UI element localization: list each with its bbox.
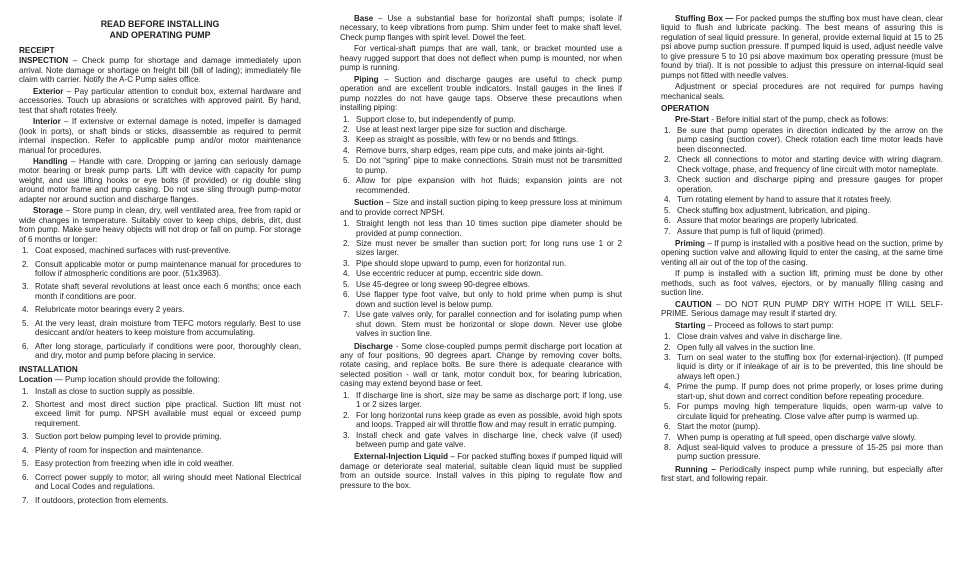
list-text: At the very least, drain moisture from TEFC motors regularly. Best to use desiccant and/or heaters to keep moisture from accumulating. bbox=[35, 318, 301, 338]
section-heading-installation: INSTALLATION bbox=[19, 364, 78, 374]
list-item bbox=[340, 280, 622, 289]
list-text: Straight length not less than 10 times suction pipe diameter should be provided at pump connection. bbox=[356, 219, 622, 238]
list-text: Turn rotating element by hand to assure that it rotates freely. bbox=[677, 195, 892, 205]
list-text: Consult applicable motor or pump maintenance manual for procedures to follow if atmospheric conditions are poor. (51x3963). bbox=[35, 259, 301, 278]
suction-paragraph bbox=[340, 198, 622, 217]
list-number: 5. bbox=[22, 318, 29, 328]
discharge-heading: Discharge bbox=[354, 341, 393, 351]
storage-text: – Store pump in clean, dry, well ventilated area, free from rapid or wide changes in temperature. Suitably cover to keep chips, debris, dirt, dust from pump. Make sure heavy objects will not drop or fall on pump. For storage of 6 months or longer: bbox=[19, 206, 301, 244]
list-number: 8. bbox=[664, 443, 671, 453]
list-text: Assure that pump is full of liquid (primed). bbox=[677, 226, 826, 236]
list-number: 1. bbox=[343, 114, 350, 124]
inspection-heading: INSPECTION bbox=[19, 56, 69, 66]
column-base-piping bbox=[340, 14, 622, 492]
list-number: 6. bbox=[664, 422, 671, 432]
exterior-heading: Exterior bbox=[33, 86, 64, 96]
list-text: Check suction and discharge piping and pressure gauges for proper operation. bbox=[677, 175, 943, 194]
base-paragraph-2: For vertical-shaft pumps that are wall, tank, or bracket mounted use a heavy rugged support that does not deflect when pump is mounted, nor when pump is running. bbox=[340, 44, 622, 73]
list-item bbox=[19, 282, 301, 301]
list-number: 2. bbox=[343, 410, 350, 420]
list-text: If discharge line is short, size may be same as discharge port; if long, use 1 or 2 sizes larger. bbox=[356, 390, 622, 410]
stuffing-box-paragraph bbox=[661, 14, 943, 80]
running-paragraph bbox=[661, 465, 943, 484]
list-item bbox=[340, 391, 622, 410]
list-text: Use eccentric reducer at pump, eccentric side down. bbox=[356, 269, 543, 279]
list-item bbox=[661, 422, 943, 431]
list-item bbox=[661, 382, 943, 401]
list-number: 3. bbox=[664, 175, 671, 185]
list-text: Pipe should slope upward to pump, even for horizontal run. bbox=[356, 258, 567, 268]
starting-heading: Starting bbox=[675, 320, 706, 330]
list-number: 3. bbox=[22, 432, 29, 442]
list-number: 6. bbox=[22, 472, 29, 482]
list-number: 2. bbox=[22, 259, 29, 269]
list-text: Close drain valves and valve in discharge line. bbox=[677, 332, 843, 342]
list-item bbox=[19, 387, 301, 396]
list-text: Assure that motor bearings are properly lubricated. bbox=[677, 216, 859, 226]
list-text: Size must never be smaller than suction port; for long runs use 1 or 2 sizes larger. bbox=[356, 238, 622, 258]
list-text: Do not “spring” pipe to make connections. Strain must not be transmitted to pump. bbox=[356, 156, 622, 175]
interior-text: – If extensive or external damage is noted, impeller is damaged (look in ports), or shaft binds or sticks, disassemble as required to permit internal inspection. Refer to applicable pump and/or motor maintenance manual for procedures. bbox=[19, 117, 301, 155]
piping-text: – Suction and discharge gauges are useful to check pump operation and are excellent trouble indicators. Install gauges in the lines if pump nozzles do not have gauge taps. Observe these precautions when installing piping: bbox=[340, 74, 622, 113]
handling-text: – Handle with care. Dropping or jarring can seriously damage motor bearing or break pump parts. Lift with device with capacity for pump weight, and use lifting hooks or eye bolts (if provided) or rig double sling around motor frame and pump casing. Do not use sling through pump-motor adapter nor around suction and discharge flanges. bbox=[19, 156, 301, 204]
list-number: 3. bbox=[22, 282, 29, 292]
list-item bbox=[340, 259, 622, 268]
list-text: When pump is operating at full speed, open discharge valve slowly. bbox=[677, 432, 917, 442]
list-number: 3. bbox=[343, 135, 350, 145]
list-item bbox=[661, 443, 943, 462]
list-text: Adjust seal-liquid valves to produce a pressure of 15-25 psi more than pump suction pressure. bbox=[677, 443, 943, 462]
list-text: Use gate valves only, for parallel connection and for isolating pump when shut down. Stem must be horizontal or slope down. Never use globe valves in suction line. bbox=[356, 310, 622, 339]
list-text: Coat exposed, machined surfaces with rust-preventive. bbox=[35, 246, 231, 256]
column-stuffing-operation bbox=[661, 14, 943, 486]
list-item bbox=[340, 146, 622, 155]
stuffing-box-text: For packed pumps the stuffing box must have clean, clear liquid to flush and lubricate packing. The best means of assuring this is regulation of seal liquid pressure. In general, provide external liquid at 15 to 25 psi above pump suction pressure. If pumped liquid is used, adjust needle valve to give pressure 5 to 10 psi above maximum box operating pressure (must be found by trial). It is not possible to adjust this pressure on internal-liquid seal pumps not fitted with needle valves. bbox=[661, 14, 943, 80]
list-item bbox=[661, 332, 943, 341]
list-number: 7. bbox=[664, 226, 671, 236]
list-text: Start the motor (pump). bbox=[677, 422, 761, 432]
list-text: Shortest and most direct suction pipe practical. Suction lift must not exceed limit for pump. NPSH available must equal or exceed pump requirement. bbox=[35, 399, 301, 428]
list-item bbox=[19, 246, 301, 255]
list-item bbox=[661, 175, 943, 194]
list-number: 4. bbox=[664, 195, 671, 205]
column-receipt-installation bbox=[19, 19, 301, 509]
list-text: Plenty of room for inspection and maintenance. bbox=[35, 445, 204, 455]
prestart-list bbox=[661, 126, 943, 236]
list-text: Check stuffing box adjustment, lubrication, and piping. bbox=[677, 205, 870, 215]
list-number: 3. bbox=[664, 352, 671, 362]
piping-list bbox=[340, 115, 622, 196]
list-text: Prime the pump. If pump does not prime properly, or loses prime during start-up, shut down and correct condition before repeating procedure. bbox=[677, 382, 943, 401]
list-text: For pumps moving high temperature liquids, open warm-up valve to circulate liquid for preheating. Close valve after pump is warmed up. bbox=[677, 402, 943, 421]
list-item bbox=[340, 290, 622, 309]
list-number: 1. bbox=[343, 390, 350, 400]
exterior-text: – Pay particular attention to conduit box, external hardware and accessories. Touch up abrasions or scratches with approved paint. By hand, test that shaft rotates freely. bbox=[19, 86, 301, 115]
list-text: For long horizontal runs keep grade as even as possible, avoid high spots and loops. Trapped air will throttle flow and may result in erratic pumping. bbox=[356, 410, 622, 430]
list-number: 1. bbox=[664, 125, 671, 135]
prestart-text: - Before initial start of the pump, check as follows: bbox=[709, 114, 889, 124]
list-number: 1. bbox=[22, 246, 29, 256]
list-item bbox=[661, 195, 943, 204]
list-number: 6. bbox=[343, 176, 350, 186]
list-number: 4. bbox=[664, 382, 671, 392]
caution-paragraph bbox=[661, 300, 943, 319]
caution-text: – DO NOT RUN PUMP DRY WITH HOPE IT WILL SELF-PRIME. Serious damage may result if started dry. bbox=[661, 299, 943, 319]
priming-text: – If pump is installed with a positive head on the suction, prime by opening suction valve and allowing liquid to enter the casing, at the same time venting all air out of the top of the casing. bbox=[661, 238, 943, 267]
list-number: 4. bbox=[343, 269, 350, 279]
list-item bbox=[340, 135, 622, 144]
list-item bbox=[340, 219, 622, 238]
list-number: 6. bbox=[343, 290, 350, 300]
list-text: Suction port below pumping level to provide priming. bbox=[35, 432, 222, 442]
list-text: Easy protection from freezing when idle in cold weather. bbox=[35, 459, 235, 469]
list-number: 2. bbox=[343, 238, 350, 248]
list-text: Open fully all valves in the suction line. bbox=[677, 342, 816, 352]
list-number: 4. bbox=[343, 145, 350, 155]
list-item bbox=[340, 156, 622, 175]
starting-list bbox=[661, 332, 943, 462]
suction-text: – Size and install suction piping to keep pressure loss at minimum and to provide correct NPSH. bbox=[340, 198, 622, 217]
piping-paragraph bbox=[340, 75, 622, 113]
list-number: 3. bbox=[343, 430, 350, 440]
list-number: 1. bbox=[664, 332, 671, 342]
list-item bbox=[340, 269, 622, 278]
priming-paragraph-2: If pump is installed with a suction lift, priming must be done by other methods, such as foot valves, ejectors, or by manually filling casing and suction line. bbox=[661, 269, 943, 298]
list-number: 4. bbox=[22, 305, 29, 315]
suction-heading: Suction bbox=[354, 198, 384, 208]
adjustment-paragraph: Adjustment or special procedures are not required for pumps having mechanical seals. bbox=[661, 82, 943, 101]
list-item bbox=[661, 433, 943, 442]
page-title: READ BEFORE INSTALLING AND OPERATING PUMP bbox=[100, 19, 220, 40]
list-text: Use flapper type foot valve, but only to hold prime when pump is shut down and suction level is below pump. bbox=[356, 290, 622, 309]
starting-text: – Proceed as follows to start pump: bbox=[705, 320, 834, 330]
list-item bbox=[340, 125, 622, 134]
list-text: Keep as straight as possible, with few or no bends and fittings. bbox=[356, 135, 579, 145]
location-list bbox=[19, 387, 301, 506]
storage-list bbox=[19, 246, 301, 361]
stuffing-box-heading: Stuffing Box — bbox=[675, 14, 734, 23]
list-item bbox=[340, 176, 622, 195]
list-item bbox=[340, 431, 622, 450]
running-heading: Running – bbox=[675, 464, 716, 474]
base-paragraph bbox=[340, 14, 622, 42]
list-number: 5. bbox=[343, 156, 350, 166]
list-number: 1. bbox=[22, 386, 29, 396]
list-item bbox=[661, 126, 943, 154]
list-item bbox=[340, 239, 622, 258]
exterior-paragraph bbox=[19, 87, 301, 115]
list-text: Turn on seal water to the stuffing box (for external-injection). (If pumped liquid is dirty or if inleakage of air is to be prevented, this line should be always left open.) bbox=[677, 352, 943, 381]
list-text: Install check and gate valves in discharge line, check valve (if used) between pump and gate valve. bbox=[356, 430, 622, 450]
section-heading-receipt: RECEIPT bbox=[19, 46, 55, 55]
list-number: 4. bbox=[22, 445, 29, 455]
location-text: — Pump location should provide the following: bbox=[52, 375, 220, 385]
list-item bbox=[19, 319, 301, 338]
list-text: Allow for pipe expansion with hot fluids; expansion joints are not recommended. bbox=[356, 176, 622, 195]
list-text: Relubricate motor bearings every 2 years. bbox=[35, 305, 185, 315]
list-item bbox=[19, 400, 301, 428]
list-item bbox=[661, 206, 943, 215]
list-number: 1. bbox=[343, 219, 350, 229]
caution-heading: CAUTION bbox=[675, 299, 712, 309]
storage-heading: Storage bbox=[33, 206, 63, 216]
handling-paragraph bbox=[19, 157, 301, 204]
list-item bbox=[661, 402, 943, 421]
list-number: 6. bbox=[664, 216, 671, 226]
list-item bbox=[19, 342, 301, 361]
list-item bbox=[19, 305, 301, 314]
section-heading-operation: OPERATION bbox=[661, 104, 710, 114]
list-item bbox=[19, 260, 301, 279]
list-text: Check all connections to motor and starting device with wiring diagram. Check voltage, phase, and frequency of line circuit with motor nameplate. bbox=[677, 155, 943, 174]
list-text: Support close to, but independently of pump. bbox=[356, 114, 516, 124]
interior-heading: Interior bbox=[33, 117, 61, 127]
priming-paragraph bbox=[661, 239, 943, 267]
handling-heading: Handling bbox=[33, 156, 68, 166]
list-number: 5. bbox=[22, 459, 29, 469]
list-item bbox=[340, 411, 622, 430]
inspection-paragraph bbox=[19, 56, 301, 84]
priming-heading: Priming bbox=[675, 238, 705, 248]
list-item bbox=[340, 310, 622, 338]
list-number: 7. bbox=[664, 432, 671, 442]
inspection-text: – Check pump for shortage and damage immediately upon arrival. Note damage or shortage on freight bill (bill of lading); immediately file claim with carrier. Notify the A-C Pump sales office. bbox=[19, 56, 301, 85]
piping-heading: Piping bbox=[354, 74, 379, 84]
list-number: 3. bbox=[343, 258, 350, 268]
list-text: Install as close to suction supply as possible. bbox=[35, 386, 195, 396]
external-injection-text: – For packed stuffing boxes if pumped liquid will damage or deteriorate seal material, suitable clean liquid must be supplied from an outside source. Install valves in this piping to regulate flow and pressure to the box. bbox=[340, 452, 623, 490]
list-text: Remove burrs, sharp edges, ream pipe cuts, and make joints air-tight. bbox=[356, 145, 605, 155]
list-number: 5. bbox=[664, 402, 671, 412]
base-text: – Use a substantial base for horizontal shaft pumps; isolate if necessary, to keep vibrations from pump. Shim under feet to make shaft level. Check pump flanges with spirit level. Dowel the feet. bbox=[340, 14, 622, 42]
list-item bbox=[19, 459, 301, 468]
list-item bbox=[340, 115, 622, 124]
list-text: Correct power supply to motor; all wiring should meet National Electrical and Local Codes and regulations. bbox=[35, 472, 301, 492]
base-heading: Base bbox=[354, 14, 374, 23]
discharge-text: - Some close-coupled pumps permit discharge port location at any of four positions, 90 degrees apart. Change by removing cover bolts, rotate casing, and replace bolts. Be sure there is adequate clearance with selected position - wall or tank, motor conduit box, for bearing lubrication, casing may extend beyond base or feet. bbox=[340, 341, 622, 389]
list-text: If outdoors, protection from elements. bbox=[35, 495, 169, 505]
location-heading: Location bbox=[19, 375, 53, 385]
list-number: 2. bbox=[22, 399, 29, 409]
list-number: 5. bbox=[343, 279, 350, 289]
external-injection-paragraph bbox=[340, 452, 622, 490]
prestart-heading: Pre-Start bbox=[675, 114, 709, 124]
list-number: 7. bbox=[22, 495, 29, 505]
prestart-paragraph bbox=[661, 115, 943, 124]
list-item bbox=[661, 155, 943, 174]
discharge-list bbox=[340, 391, 622, 450]
list-item bbox=[661, 353, 943, 381]
list-text: Rotate shaft several revolutions at least once each 6 months; once each month if conditions are poor. bbox=[35, 282, 301, 301]
starting-paragraph bbox=[661, 321, 943, 330]
list-item bbox=[19, 496, 301, 505]
list-number: 7. bbox=[343, 310, 350, 320]
running-text: Periodically inspect pump while running, but especially after first start, and following repair. bbox=[661, 464, 943, 484]
list-text: After long storage, particularly if conditions were poor, thoroughly clean, and dry, motor and pump before placing in service. bbox=[35, 341, 301, 361]
list-text: Use at least next larger pipe size for suction and discharge. bbox=[356, 124, 568, 134]
list-text: Be sure that pump operates in direction indicated by the arrow on the pump casing (suction cover). Check rotation each time motor leads have been disconnected. bbox=[677, 125, 943, 154]
list-number: 6. bbox=[22, 341, 29, 351]
list-item bbox=[19, 432, 301, 441]
list-number: 5. bbox=[664, 205, 671, 215]
list-item bbox=[661, 216, 943, 225]
location-paragraph bbox=[19, 375, 301, 384]
external-injection-heading: External-Injection Liquid bbox=[354, 452, 449, 462]
discharge-paragraph bbox=[340, 342, 622, 389]
list-item bbox=[661, 227, 943, 236]
list-text: Use 45-degree or long sweep 90-degree elbows. bbox=[356, 279, 531, 289]
list-item bbox=[661, 343, 943, 352]
list-number: 2. bbox=[664, 155, 671, 165]
interior-paragraph bbox=[19, 117, 301, 155]
storage-paragraph bbox=[19, 206, 301, 244]
list-item bbox=[19, 446, 301, 455]
list-number: 2. bbox=[664, 342, 671, 352]
suction-list bbox=[340, 219, 622, 338]
list-item bbox=[19, 473, 301, 492]
list-number: 2. bbox=[343, 124, 350, 134]
